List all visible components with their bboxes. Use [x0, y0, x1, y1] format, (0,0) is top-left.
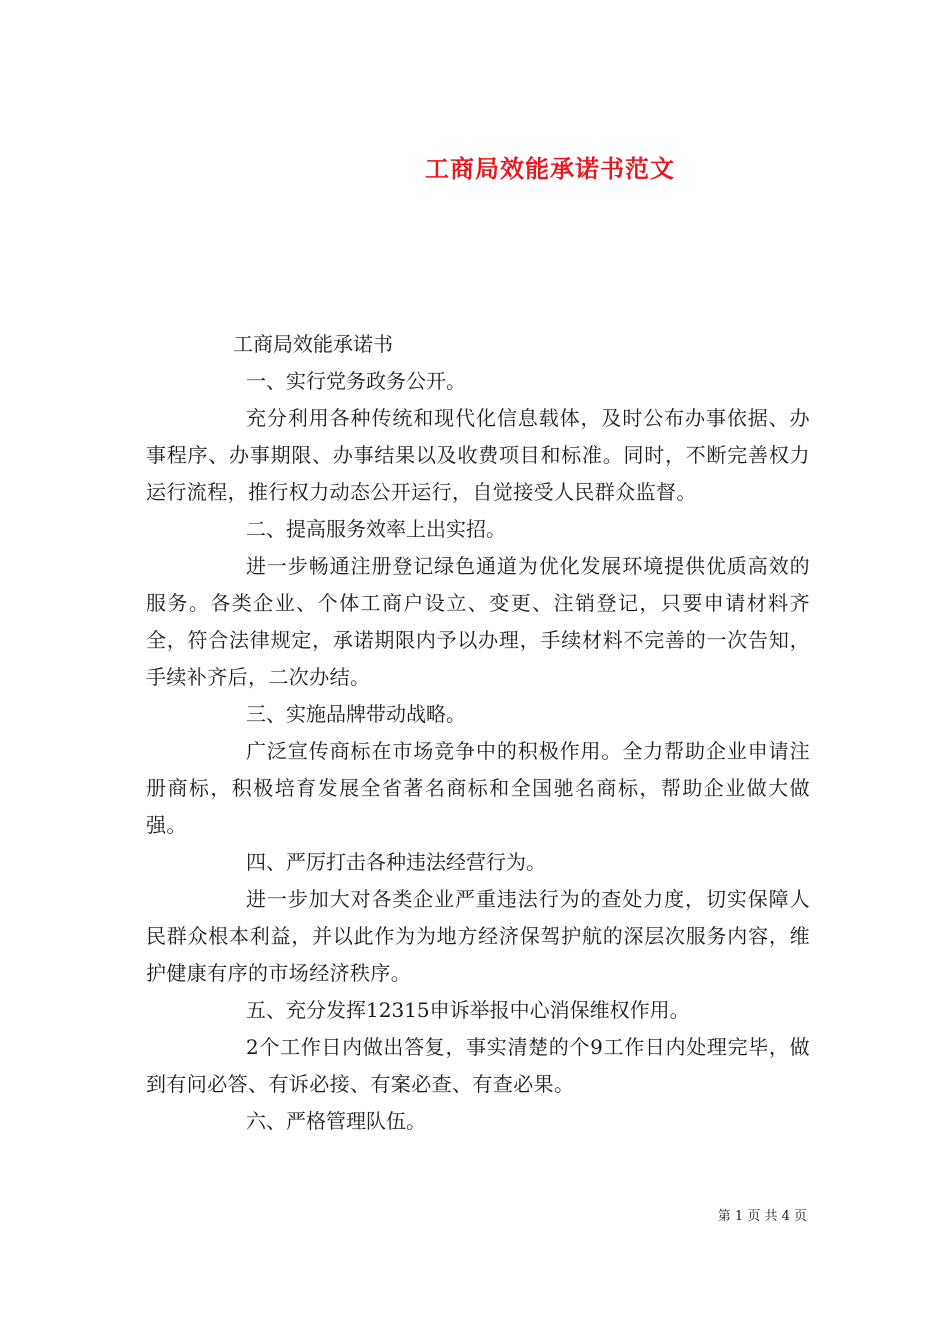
section-paragraph: 进一步畅通注册登记绿色通道为优化发展环境提供优质高效的服务。各类企业、个体工商户设立、变更、注销登记，只要申请材料齐全，符合法律规定，承诺期限内予以办理，手续材料不完善的一次告知，手续补齐后，二次办结。: [146, 554, 810, 689]
section-paragraph: 广泛宣传商标在市场竞争中的积极作用。全力帮助企业申请注册商标，积极培育发展全省著名商标和全国驰名商标，帮助企业做大做强。: [146, 739, 810, 837]
section-heading: 一、实行党务政务公开。: [246, 369, 466, 393]
document-body: [146, 326, 810, 1140]
document-subtitle: 工商局效能承诺书: [233, 332, 393, 356]
section-heading: 六、严格管理队伍。: [246, 1109, 426, 1133]
document-title: 工商局效能承诺书范文: [425, 154, 675, 184]
section-paragraph: 2个工作日内做出答复，事实清楚的个9工作日内处理完毕，做到有问必答、有诉必接、有案必查、有查必果。: [146, 1035, 810, 1096]
section-heading: 三、实施品牌带动战略。: [246, 702, 466, 726]
page-footer: 第 1 页 共 4 页: [717, 1209, 807, 1224]
section-paragraph: 充分利用各种传统和现代化信息载体，及时公布办事依据、办事程序、办事期限、办事结果以及收费项目和标准。同时，不断完善权力运行流程，推行权力动态公开运行，自觉接受人民群众监督。: [146, 406, 810, 504]
section-heading: 五、充分发挥12315申诉举报中心消保维权作用。: [246, 998, 690, 1022]
section-heading: 四、严厉打击各种违法经营行为。: [246, 850, 546, 874]
section-paragraph: 进一步加大对各类企业严重违法行为的查处力度，切实保障人民群众根本利益，并以此作为为地方经济保驾护航的深层次服务内容，维护健康有序的市场经济秩序。: [146, 887, 810, 985]
section-heading: 二、提高服务效率上出实招。: [246, 517, 506, 541]
